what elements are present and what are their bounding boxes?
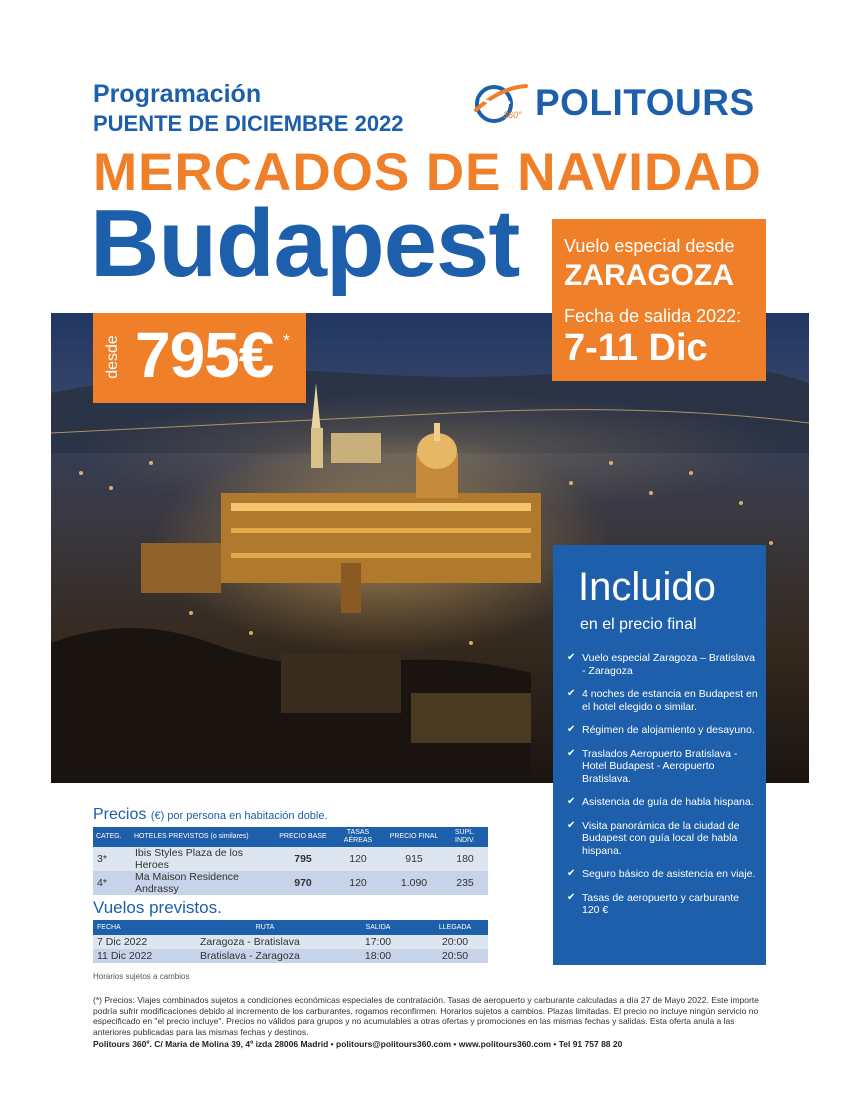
included-panel — [553, 545, 766, 965]
check-icon: ✔ — [567, 747, 576, 759]
list-item: ✔ Vuelo especial Zaragoza – Bratislava - Zaragoza — [567, 652, 755, 677]
price-amount: 795€ — [135, 319, 274, 391]
col-header: SUPL. INDIV. — [442, 827, 488, 847]
list-item: ✔ Traslados Aeropuerto Bratislava - Hotel Budapest - Aeropuerto Bratislava. — [567, 747, 738, 785]
brand-mark: 360° — [503, 110, 522, 120]
col-header: LLEGADA — [422, 920, 488, 935]
legal-text: (*) Precios: Viajes combinados sujetos a condiciones económicas especiales de contratación. Tasas de aeropuerto y carburante calculadas a día 27 de Mayo 2022. Este importe podría sufrir modificaciones debido al incremento de los carburantes, rogamos reconfirmen. Horarios sujetos a cambios. Plazas limitadas. El precio no incluye ningún servicio no especificado en "el precio incluye". Precios no válidos para grupos y no acumulables a otras ofertas y promociones en las mismas fechas y salidas. Esta oferta anula a las anteriores publicadas para las mismas fechas y destinos. — [93, 995, 759, 1037]
list-item: ✔ Visita panorámica de la ciudad de Budapest con guía local de habla hispana. — [567, 819, 740, 857]
contact-line: Politours 360º. C/ María de Molina 39, 4º izda 28006 Madrid • politours@politours360.com • www.politours360.com • Tel 91 757 88 20 — [93, 1039, 623, 1049]
list-item: ✔ Régimen de alojamiento y desayuno. — [567, 724, 755, 736]
event-title: MERCADOS DE NAVIDAD — [93, 143, 762, 202]
col-header: CATEG. — [93, 827, 131, 847]
price-prefix: desde — [103, 335, 121, 379]
program-period: PUENTE DE DICIEMBRE 2022 — [93, 111, 404, 136]
check-icon: ✔ — [567, 688, 576, 699]
table-row: 11 Dic 2022 Bratislava - Zaragoza 18:00 20:50 — [93, 949, 488, 963]
check-icon: ✔ — [567, 891, 576, 903]
price-asterisk: * — [283, 331, 291, 351]
prices-table — [93, 827, 488, 895]
list-item: ✔ Tasas de aeropuerto y carburante 120 € — [567, 891, 740, 916]
table-row: 3* Ibis Styles Plaza de los Heroes 795 120 915 180 — [93, 847, 488, 871]
city-title: Budapest — [90, 190, 520, 297]
brand-name: POLITOURS — [535, 82, 755, 123]
col-header: FECHA — [93, 920, 196, 935]
col-header: TASAS AÉREAS — [330, 827, 386, 847]
included-subtitle: en el precio final — [580, 616, 697, 633]
table-row: 7 Dic 2022 Zaragoza - Bratislava 17:00 20:00 — [93, 935, 488, 949]
check-icon: ✔ — [567, 652, 576, 663]
list-item: ✔ 4 noches de estancia en Budapest en el hotel elegido o similar. — [567, 688, 758, 713]
politours-logo-icon — [470, 80, 532, 126]
program-label: Programación — [93, 80, 262, 108]
departure-label: Fecha de salida 2022: — [564, 306, 742, 326]
flight-line1: Vuelo especial desde — [564, 236, 735, 256]
departure-dates: 7-11 Dic — [564, 327, 708, 369]
check-icon: ✔ — [567, 724, 576, 735]
flights-heading: Vuelos previstos. — [93, 898, 222, 917]
col-header: HOTELES PREVISTOS (o similares) — [131, 827, 276, 847]
included-title: Incluido — [578, 565, 716, 609]
col-header: SALIDA — [334, 920, 422, 935]
col-header: RUTA — [196, 920, 334, 935]
table-row: 4* Ma Maison Residence Andrassy 970 120 1.090 235 — [93, 871, 488, 895]
col-header: PRECIO BASE — [276, 827, 330, 847]
schedule-note: Horarios sujetos a cambios — [93, 972, 190, 981]
check-icon: ✔ — [567, 868, 576, 879]
flight-badge — [552, 219, 766, 381]
list-item: ✔ Seguro básico de asistencia en viaje. — [567, 868, 756, 880]
flights-table — [93, 920, 488, 963]
list-item: ✔ Asistencia de guía de habla hispana. — [567, 796, 754, 808]
prices-heading: Precios (€) por persona en habitación doble. — [93, 806, 328, 823]
included-list — [567, 652, 759, 928]
col-header: PRECIO FINAL — [386, 827, 442, 847]
flight-city: ZARAGOZA — [564, 259, 734, 292]
check-icon: ✔ — [567, 819, 576, 831]
check-icon: ✔ — [567, 796, 576, 807]
